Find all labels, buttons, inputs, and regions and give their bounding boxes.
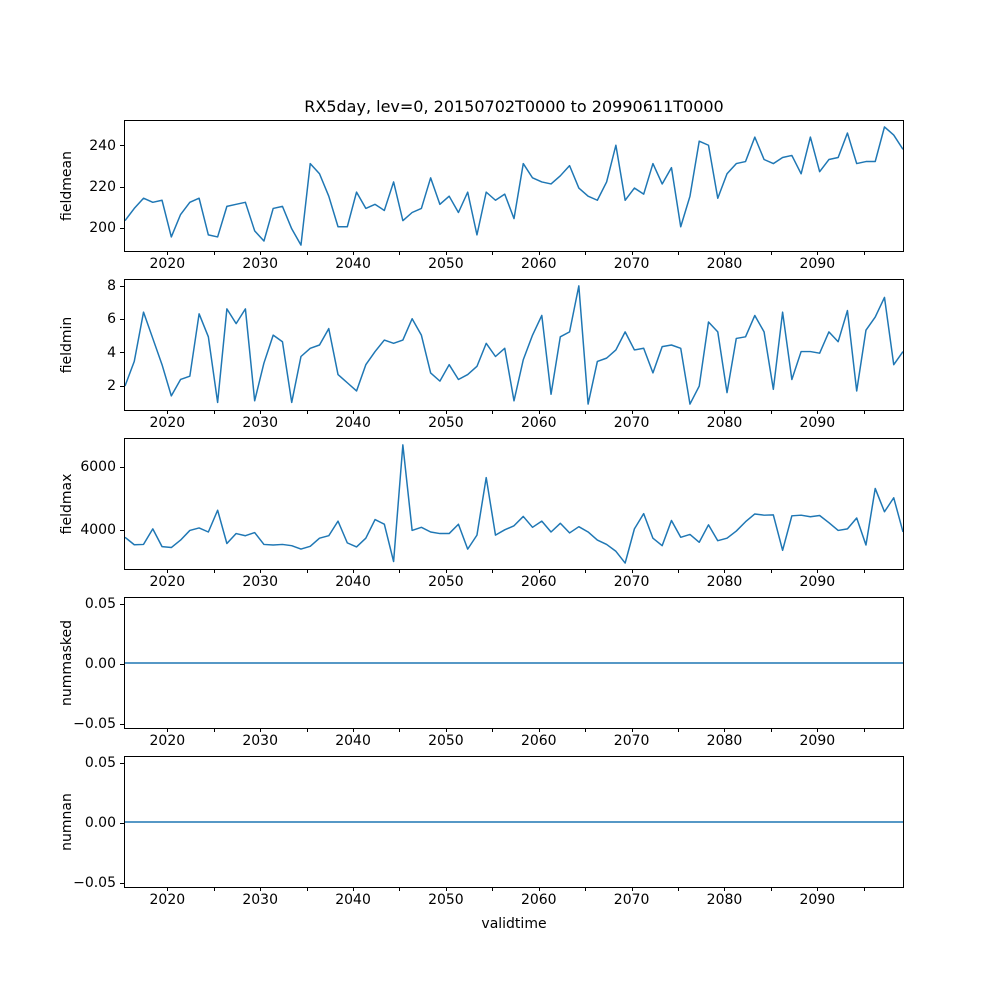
x-tick	[771, 887, 772, 891]
y-tick-label: −0.05	[73, 875, 116, 891]
x-tick	[260, 728, 261, 732]
panel-fieldmax	[59, 438, 904, 590]
x-tick	[260, 887, 261, 891]
x-axis-label: validtime	[481, 916, 547, 932]
x-tick-label: 2060	[520, 415, 557, 431]
x-tick	[724, 569, 725, 573]
x-tick	[353, 728, 354, 732]
x-tick	[492, 251, 493, 255]
y-tick	[120, 145, 124, 146]
x-tick	[399, 410, 400, 414]
y-axis-label-fieldmin: fieldmin	[59, 316, 75, 374]
x-tick	[771, 251, 772, 255]
y-axis-label-nummasked: nummasked	[59, 619, 75, 707]
x-tick	[446, 728, 447, 732]
y-tick	[120, 530, 124, 531]
x-tick	[724, 728, 725, 732]
x-tick-label: 2020	[149, 415, 186, 431]
x-tick-label: 2050	[428, 256, 464, 272]
y-tick	[120, 724, 124, 725]
y-tick	[120, 763, 124, 764]
y-tick	[120, 228, 124, 229]
x-tick-label: 2020	[149, 892, 186, 908]
series-line-fieldmax	[125, 439, 903, 569]
x-tick	[167, 251, 168, 255]
x-tick	[771, 410, 772, 414]
x-tick-label: 2040	[335, 574, 371, 590]
y-tick-label: 6000	[80, 459, 116, 476]
x-tick	[446, 251, 447, 255]
x-tick	[771, 728, 772, 732]
x-tick	[632, 410, 633, 414]
y-axis-label-numnan: numnan	[59, 793, 75, 851]
x-tick-label: 2080	[706, 733, 743, 749]
x-tick	[399, 251, 400, 255]
x-tick	[817, 728, 818, 732]
x-tick	[817, 569, 818, 573]
series-line-numnan	[125, 757, 903, 887]
x-tick-label: 2080	[706, 892, 743, 908]
x-tick	[492, 410, 493, 414]
x-tick	[446, 887, 447, 891]
x-tick-label: 2030	[242, 256, 279, 272]
y-tick	[120, 352, 124, 353]
x-tick	[492, 728, 493, 732]
x-tick	[864, 251, 865, 255]
y-tick	[120, 467, 124, 468]
x-tick	[585, 251, 586, 255]
x-tick-label: 2090	[799, 256, 836, 272]
x-tick	[678, 251, 679, 255]
panel-fieldmin	[59, 278, 904, 431]
x-tick	[724, 251, 725, 255]
x-tick	[260, 251, 261, 255]
x-tick	[214, 251, 215, 255]
x-tick-label: 2030	[242, 892, 279, 908]
x-tick-label: 2020	[149, 733, 186, 749]
x-tick	[399, 569, 400, 573]
x-tick-label: 2040	[335, 733, 371, 749]
x-tick-label: 2060	[520, 892, 557, 908]
x-tick	[446, 569, 447, 573]
x-tick	[307, 887, 308, 891]
x-tick	[167, 410, 168, 414]
x-tick-label: 2080	[706, 256, 743, 272]
y-tick-label: 200	[89, 220, 116, 237]
y-tick-label: 8	[107, 278, 116, 294]
y-tick-label: 6	[107, 311, 116, 328]
x-tick	[585, 410, 586, 414]
x-tick	[539, 887, 540, 891]
x-tick	[724, 410, 725, 414]
x-tick-label: 2040	[335, 892, 371, 908]
x-tick	[817, 410, 818, 414]
y-tick	[120, 187, 124, 188]
panel-nummasked	[59, 596, 904, 749]
x-tick	[539, 728, 540, 732]
x-tick	[307, 251, 308, 255]
x-tick-label: 2070	[613, 892, 650, 908]
x-tick	[864, 410, 865, 414]
x-tick	[678, 887, 679, 891]
x-tick	[539, 410, 540, 414]
x-tick-label: 2080	[706, 574, 743, 590]
x-tick	[399, 728, 400, 732]
y-tick-label: 4	[107, 344, 116, 361]
chart-title: RX5day, lev=0, 20150702T0000 to 20990611T0000	[304, 97, 724, 116]
x-tick	[492, 569, 493, 573]
y-tick-label: 2	[107, 378, 116, 394]
x-tick-label: 2050	[428, 892, 464, 908]
x-tick-label: 2040	[335, 256, 371, 272]
series-line-fieldmean	[125, 121, 903, 251]
y-tick	[120, 319, 124, 320]
x-tick-label: 2070	[613, 256, 650, 272]
x-tick	[307, 410, 308, 414]
y-tick-label: −0.05	[73, 716, 116, 732]
x-tick	[214, 410, 215, 414]
x-tick-label: 2060	[520, 574, 557, 590]
x-tick-label: 2090	[799, 733, 836, 749]
x-tick	[864, 728, 865, 732]
x-tick	[399, 887, 400, 891]
series-line-nummasked	[125, 598, 903, 728]
x-tick	[864, 887, 865, 891]
x-tick	[864, 569, 865, 573]
x-tick-label: 2060	[520, 733, 557, 749]
x-tick	[353, 251, 354, 255]
x-tick	[446, 410, 447, 414]
x-tick-label: 2050	[428, 415, 464, 431]
x-tick-label: 2020	[149, 256, 186, 272]
x-tick-label: 2090	[799, 415, 836, 431]
x-tick	[585, 887, 586, 891]
panel-numnan	[59, 755, 904, 908]
x-tick	[260, 569, 261, 573]
x-tick	[353, 887, 354, 891]
series-line-fieldmin	[125, 280, 903, 410]
x-tick	[353, 410, 354, 414]
x-tick	[260, 410, 261, 414]
y-tick-label: 4000	[80, 522, 116, 539]
x-tick-label: 2040	[335, 415, 371, 431]
x-tick	[678, 569, 679, 573]
x-tick	[539, 569, 540, 573]
x-tick	[678, 728, 679, 732]
x-tick	[167, 569, 168, 573]
x-tick-label: 2030	[242, 733, 279, 749]
y-tick-label: 0.00	[84, 815, 116, 831]
x-tick	[817, 887, 818, 891]
x-tick	[214, 728, 215, 732]
x-tick	[214, 887, 215, 891]
x-tick-label: 2050	[428, 733, 464, 749]
x-tick-label: 2080	[706, 415, 743, 431]
y-axis-label-fieldmax: fieldmax	[59, 473, 75, 535]
x-tick-label: 2090	[799, 892, 836, 908]
panel-fieldmean	[59, 120, 904, 272]
y-tick-label: 0.05	[84, 596, 116, 612]
x-tick	[817, 251, 818, 255]
y-tick-label: 0.00	[84, 656, 116, 672]
y-tick	[120, 386, 124, 387]
x-tick	[632, 251, 633, 255]
x-tick	[585, 728, 586, 732]
x-tick	[585, 569, 586, 573]
x-tick	[307, 569, 308, 573]
x-tick	[632, 569, 633, 573]
x-tick	[632, 887, 633, 891]
y-tick-label: 240	[89, 137, 116, 154]
x-tick-label: 2070	[613, 415, 650, 431]
x-tick-label: 2050	[428, 574, 464, 590]
y-axis-label-fieldmean: fieldmean	[59, 151, 75, 221]
x-tick	[724, 887, 725, 891]
y-tick	[120, 664, 124, 665]
x-tick	[678, 410, 679, 414]
y-tick	[120, 604, 124, 605]
y-tick-label: 220	[89, 179, 116, 195]
x-tick-label: 2070	[613, 733, 650, 749]
x-tick	[307, 728, 308, 732]
x-tick	[353, 569, 354, 573]
y-tick	[120, 286, 124, 287]
x-tick-label: 2060	[520, 256, 557, 272]
x-tick	[167, 728, 168, 732]
x-tick-label: 2030	[242, 415, 279, 431]
x-tick	[539, 251, 540, 255]
y-tick	[120, 823, 124, 824]
x-tick	[632, 728, 633, 732]
x-tick	[492, 887, 493, 891]
x-tick	[771, 569, 772, 573]
x-tick-label: 2030	[242, 574, 279, 590]
x-tick-label: 2070	[613, 574, 650, 590]
x-tick	[214, 569, 215, 573]
x-tick	[167, 887, 168, 891]
y-tick	[120, 883, 124, 884]
x-tick-label: 2020	[149, 574, 186, 590]
x-tick-label: 2090	[799, 574, 836, 590]
y-tick-label: 0.05	[84, 755, 116, 771]
